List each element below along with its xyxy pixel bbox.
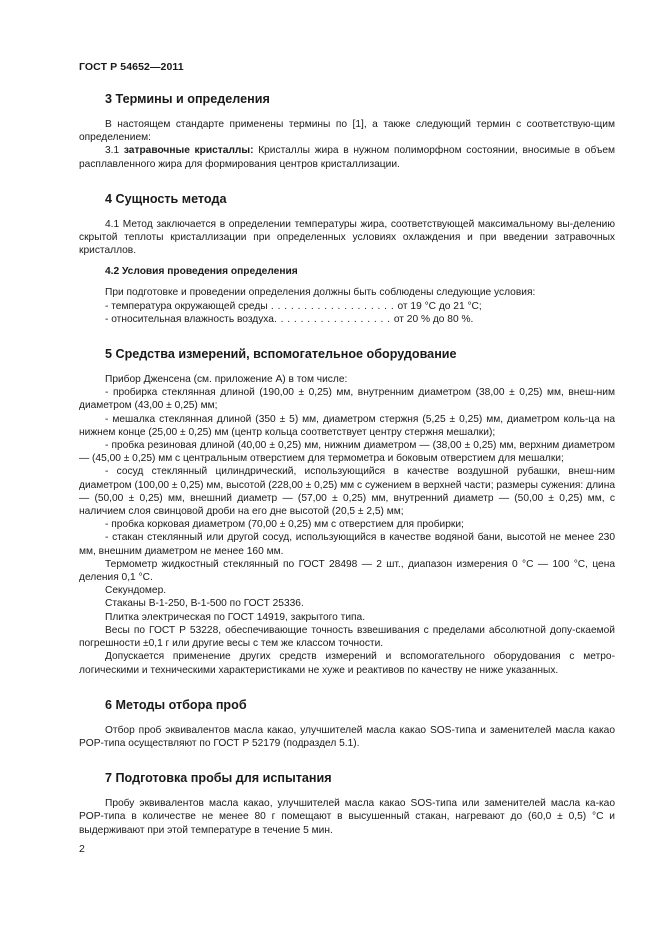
condition-humidity-value: от 20 % до 80 %. — [393, 313, 474, 325]
term-name: затравочные кристаллы: — [123, 145, 254, 157]
term-number: 3.1 — [105, 145, 124, 157]
section-6-paragraph: Отбор проб эквивалентов масла какао, улучшителей масла какао SOS-типа и заменителей масла какао POP-типа осуществляют по ГОСТ Р 52179 (подраздел 5.1). — [79, 724, 615, 749]
section-3-heading: 3 Термины и определения — [105, 92, 270, 106]
section-measuring-instruments — [79, 346, 615, 677]
equipment-item: - стакан стеклянный или другой сосуд, использующийся в качестве водяной бани, высотой не менее 230 мм, внешним диаметром не менее 160 мм. — [79, 532, 615, 557]
equipment-item: - мешалка стеклянная длиной (350 ± 5) мм, диаметром стержня (5,25 ± 0,25) мм, диаметром коль-ца на нижнем конце (25,00 ± 0,25) мм (центр кольца соответствует центру стержня мешалки); — [79, 413, 615, 438]
section-sampling — [79, 697, 615, 750]
scales-paragraph: Весы по ГОСТ Р 53228, обеспечивающие точность взвешивания с пределами абсолютной допу-скаемой погрешности ±0,1 г или другие весы с тем же классом точности. — [79, 624, 615, 650]
alternatives-paragraph: Допускается применение других средств измерений и вспомогательного оборудования с метро-логическими и техническими характеристиками не хуже и реактивов по качеству не ниже указанных. — [79, 651, 615, 676]
equipment-item: - пробка корковая диаметром (70,00 ± 0,25) мм с отверстием для пробирки; — [105, 519, 464, 531]
section-4-1-paragraph: 4.1 Метод заключается в определении температуры жира, соответствующей максимальному вы-делению скрытой теплоты кристаллизации при определенных условиях охлаждения и при введении затравочных кристаллов. — [79, 218, 615, 257]
section-6-heading: 6 Методы отбора проб — [105, 697, 247, 712]
page-number: 2 — [79, 843, 85, 855]
condition-temperature-leader: . . . . . . . . . . . . . . . . . . . — [267, 300, 398, 312]
hotplate-paragraph: Плитка электрическая по ГОСТ 14919, закрытого типа. — [105, 611, 366, 623]
condition-humidity-leader: . . . . . . . . . . . . . . . . . . — [273, 313, 394, 325]
condition-humidity-label: - относительная влажность воздуха — [105, 313, 274, 325]
section-5-intro: Прибор Дженсена (см. приложение А) в том числе: — [105, 374, 348, 386]
beakers-paragraph: Стаканы В-1-250, В-1-500 по ГОСТ 25336. — [105, 598, 304, 610]
section-sample-preparation — [79, 770, 615, 837]
section-3-intro: В настоящем стандарте применены термины по [1], а также следующий термин с соответствую-щим определением: — [79, 119, 615, 144]
section-terms — [79, 91, 615, 171]
document-code-header: ГОСТ Р 54652—2011 — [79, 61, 184, 73]
section-method-essence — [79, 191, 615, 326]
section-4-2-heading: 4.2 Условия проведения определения — [105, 266, 298, 278]
section-4-2-paragraph: При подготовке и проведении определения должны быть соблюдены следующие условия: — [105, 287, 536, 299]
stopwatch-paragraph: Секундомер. — [105, 585, 167, 597]
condition-temperature — [79, 300, 615, 313]
thermometer-paragraph: Термометр жидкостный стеклянный по ГОСТ 28498 — 2 шт., диапазон измерения 0 °С — 100 °С, цена деления 0,1 °С. — [79, 558, 615, 584]
condition-temperature-label: - температура окружающей среды — [105, 300, 268, 312]
equipment-item: - пробка резиновая длиной (40,00 ± 0,25) мм, нижним диаметром — (38,00 ± 0,25) мм, верхним диаметром — (45,00 ± 0,25) мм с центральным отверстием для термометра и боковым отверстием для мешалки; — [79, 440, 615, 465]
document-body — [79, 91, 615, 837]
section-4-heading: 4 Сущность метода — [105, 191, 227, 206]
section-7-paragraph: Пробу эквивалентов масла какао, улучшителей масла какао SOS-типа или заменителей масла ка-као POP-типа в количестве не менее 80 г помещают в высушенный стакан, нагревают до (60,0 ± 0,5) °С и выдерживают при этой температуре в течение 5 мин. — [79, 798, 615, 836]
equipment-item: - сосуд стеклянный цилиндрический, использующийся в качестве воздушной рубашки, внеш-ним диаметром (100,00 ± 0,25) мм, высотой (228,00 ± 0,25) мм с сужением в верхней части; размеры сужения: длина — (50,00 ± 0,25) мм, внешний диаметр — (57,00 ± 0,25) мм, внутренний диаметр — (50,00 ± 0,25) мм, с наличием слоя свинцовой дроби на его дне высотой (20,5 ± 2,5) мм; — [79, 466, 615, 518]
equipment-item: - пробирка стеклянная длиной (190,00 ± 0,25) мм, внутренним диаметром (38,00 ± 0,25) мм, внеш-ним диаметром (43,00 ± 0,25) мм; — [79, 387, 615, 412]
term-text: Кристаллы жира в нужном полиморфном состоянии, вносимые в объем расплавленного жира для формирования центров кристаллизации. — [79, 145, 615, 170]
section-7-heading: 7 Подготовка пробы для испытания — [105, 771, 332, 786]
term-definition — [79, 144, 615, 170]
condition-humidity — [79, 313, 615, 326]
section-5-heading: 5 Средства измерений, вспомогательное оборудование — [105, 347, 457, 362]
condition-temperature-value: от 19 °С до 21 °С; — [397, 300, 482, 312]
